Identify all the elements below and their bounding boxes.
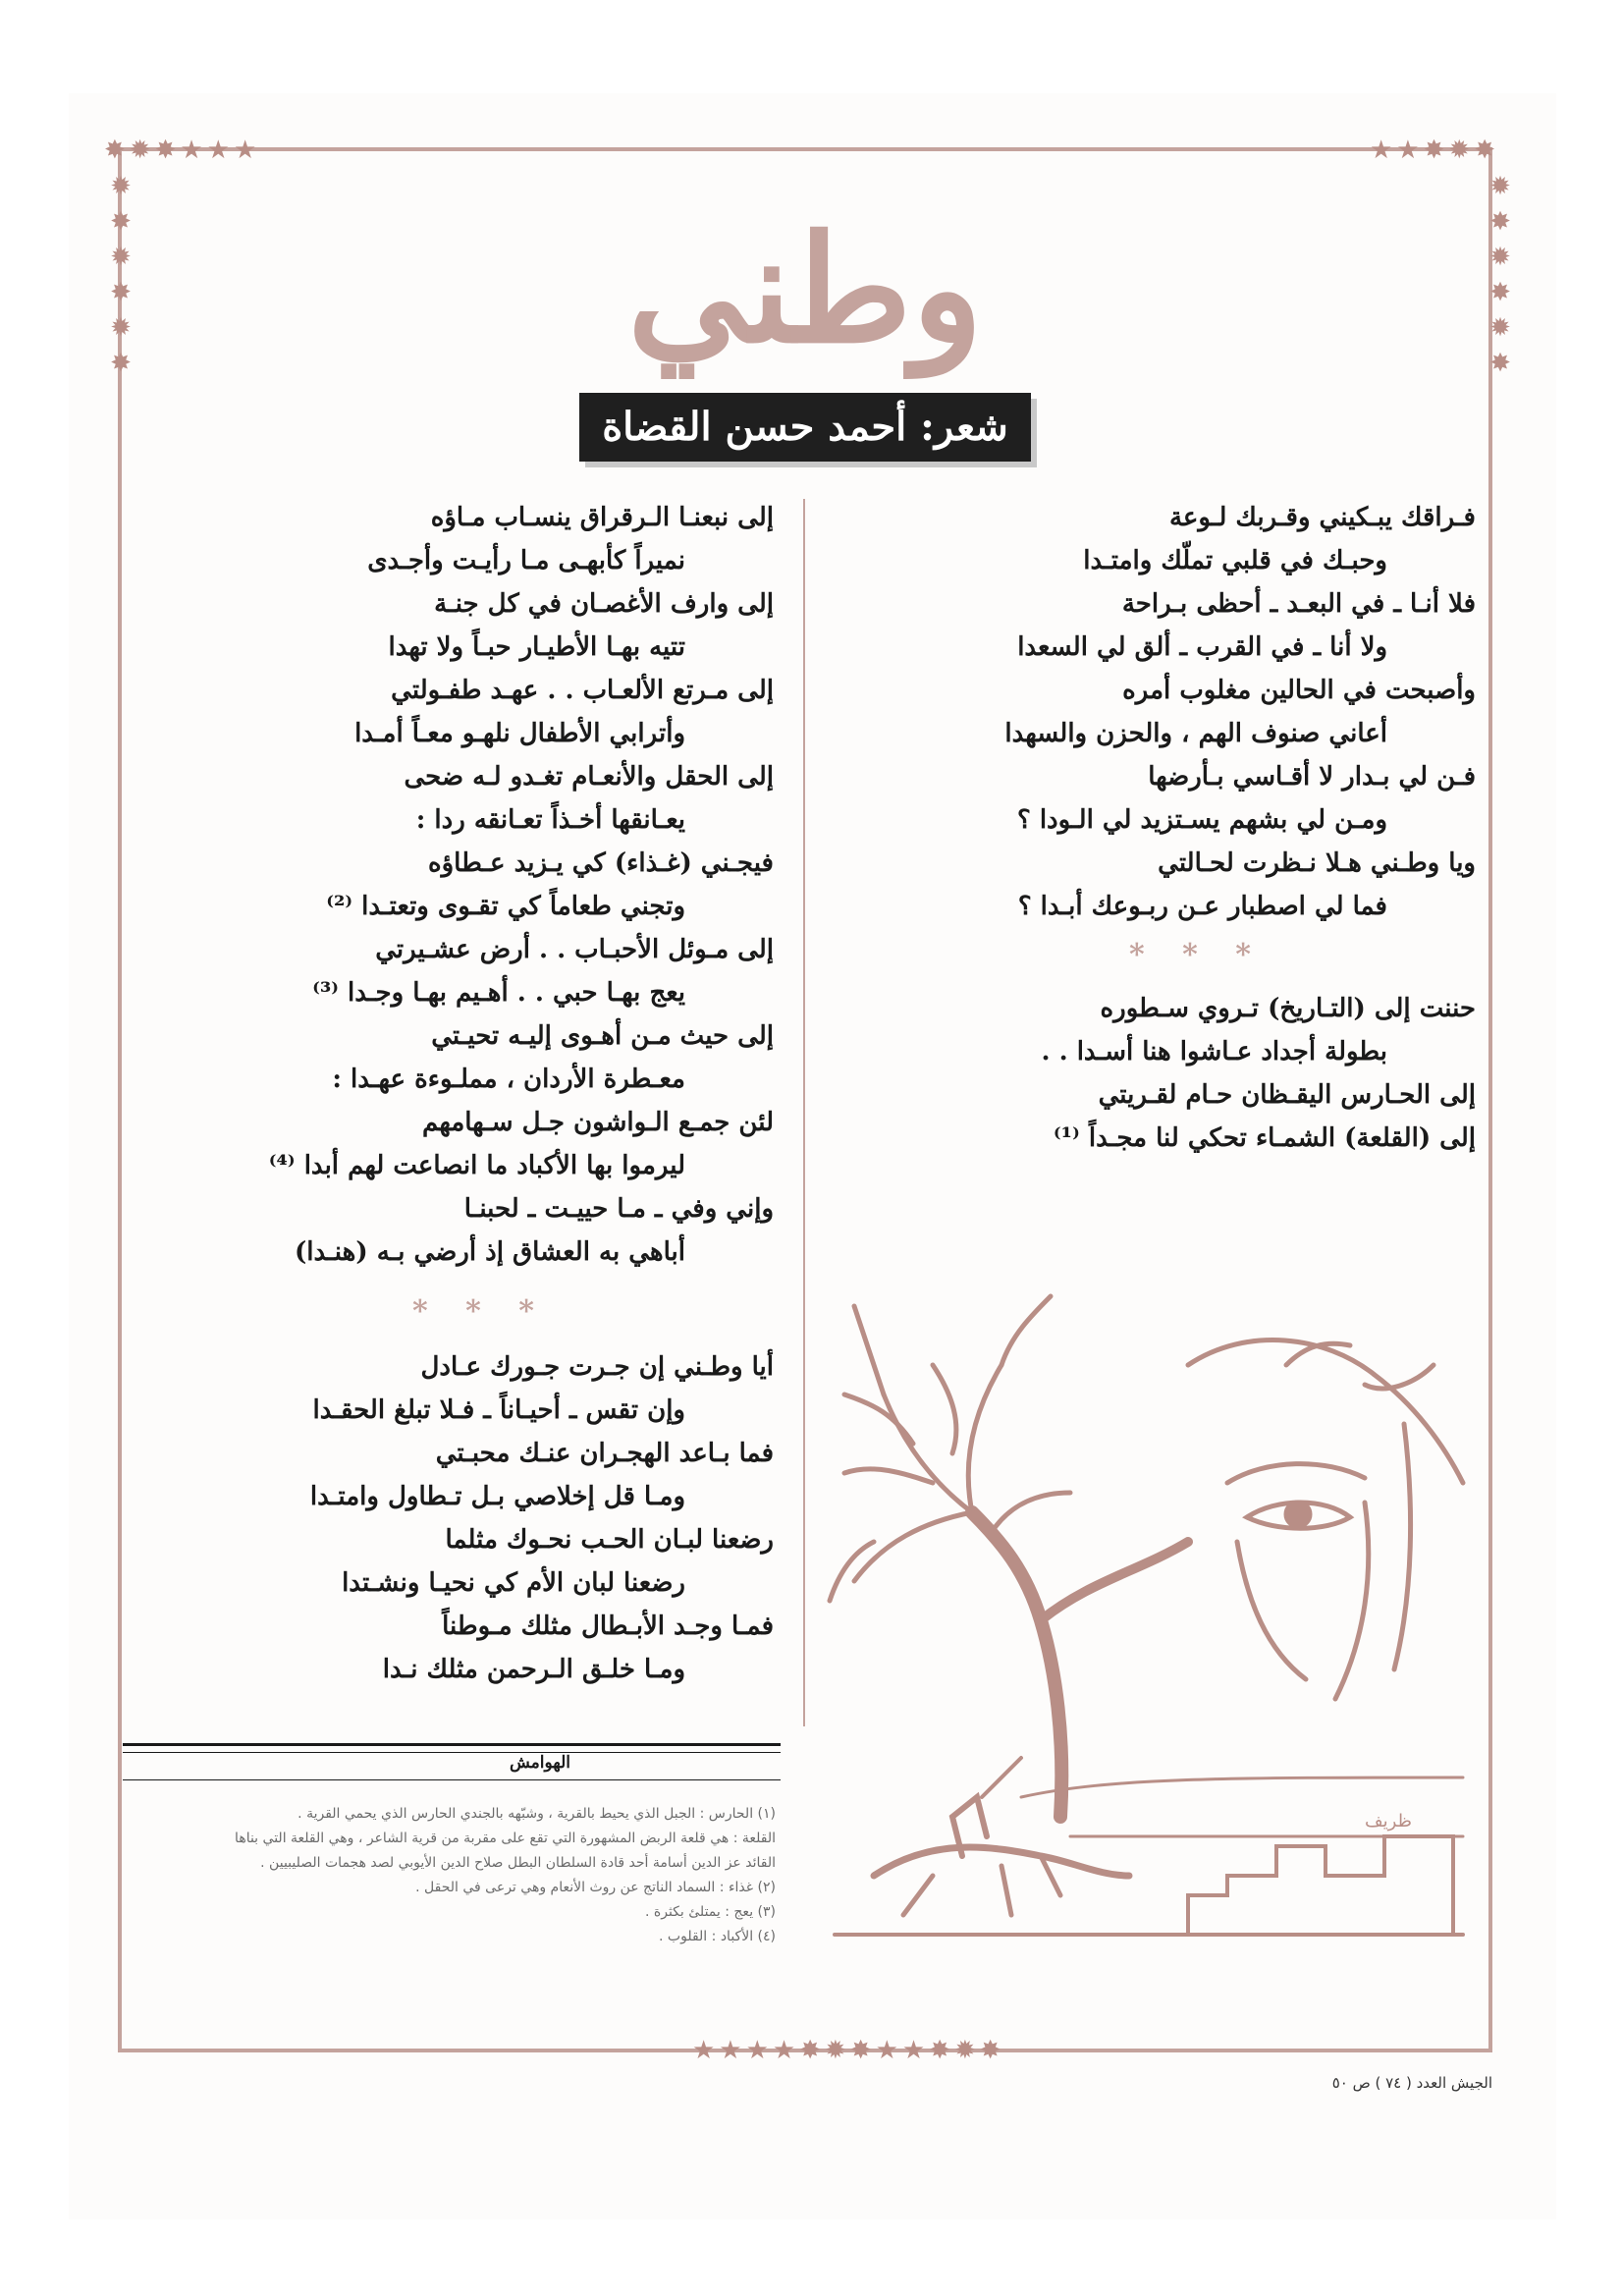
verse-line: وإن تقس ـ أحيـاناً ـ فـلا تبلغ الحقـدا xyxy=(312,1395,685,1425)
verse-line: إلى نبعنـا الـرقراق ينسـاب مـاؤه xyxy=(430,503,774,532)
footnote: (٤) الأكباد : القلوب . xyxy=(659,1929,776,1944)
verse-line: يعج بهـا حبي . . أهـيم بهـا وجـدا ⁽³⁾ xyxy=(312,978,685,1008)
footnotes-heading: الهوامش xyxy=(471,1753,609,1773)
verse-line: وتجني طعاماً كي تقـوى وتعتـدا ⁽²⁾ xyxy=(326,892,685,921)
verse-line: إلى الحقل والأنعـام تغـدو لـه ضحى xyxy=(404,762,774,792)
verse-line: فلا أنـا ـ في البعـد ـ أحظى بـراحة xyxy=(1121,589,1476,619)
verse-line: يعـانقها أخـذاً تعـانقه ردا : xyxy=(415,805,685,835)
verse-line: رضعنا لبـان الحـب نحـوك مثلما xyxy=(445,1525,774,1555)
poem-title: وطني xyxy=(626,203,984,376)
right-column-stanza-2 xyxy=(1042,987,1477,1160)
verse-line: فيجـني (غـذاء) كي يـزيد عـطاؤه xyxy=(427,848,774,878)
verse-line: أباهي به العشاق إذ أرضي بـه (هنـدا) xyxy=(295,1237,685,1267)
verse-line: إلى الحـارس اليقـظان حـام لقـريتي xyxy=(1098,1080,1476,1110)
verse-line: أيا وطـني إن جـرت جـورك عـادل xyxy=(420,1352,774,1382)
verse-line: معـطرة الأردان ، مملـوءة عهـدا : xyxy=(332,1065,685,1094)
verse-line: ومـا قل إخلاصي بـل تـطاول وامتـدا xyxy=(309,1482,685,1511)
verse-line: إلى حيث مـن أهـوى إليـه تحيـتي xyxy=(431,1021,774,1051)
verse-line: ولا أنا ـ في القرب ـ ألق لي السعدا xyxy=(1017,632,1387,662)
verse-line: وإني وفي ـ مـا حييـت ـ لحبنـا xyxy=(463,1194,774,1224)
verse-line: فـن لي بـدار لا أقـاسي بـأرضها xyxy=(1148,762,1476,792)
verse-line: وأصبحت في الحالين مغلوب أمره xyxy=(1122,676,1476,705)
illustration-tree-face xyxy=(815,1247,1492,1974)
footnotes-rule-lower xyxy=(123,1779,781,1780)
poet-byline: شعر: أحمد حسن القضاة xyxy=(579,393,1031,462)
verse-line: إلى وارف الأغصـان في كل جنـة xyxy=(434,589,774,619)
corner-ornament-top-right: ★★✸✹✸ xyxy=(1370,136,1499,165)
verse-line: فمـا وجـد الأبـطال مثلك مـوطناً xyxy=(442,1612,774,1641)
stanza-separator: * * * xyxy=(412,1294,548,1329)
bottom-ornament: ★★★★✸✹✸★★✸✹✸ xyxy=(692,2036,1005,2065)
verse-line: فما لي اصطبار عـن ربـوعك أبـدا ؟ xyxy=(1017,892,1387,921)
verse-line: وأترابي الأطفال نلهـو معـاً أمـدا xyxy=(354,719,685,748)
column-divider xyxy=(803,499,805,1726)
footnotes-rule xyxy=(123,1743,781,1753)
verse-line: إلى مـوئل الأحبـاب . . أرض عشـيرتي xyxy=(375,935,774,964)
verse-line: ليرموا بها الأكباد ما انصاعت لهم أبدا ⁽⁴⁾ xyxy=(268,1151,685,1180)
verse-line: رضعنا لبان الأم كي نحيـا ونشـتدا xyxy=(342,1568,685,1598)
verse-line: ويا وطـني هـلا نـظرت لحـالتي xyxy=(1158,848,1476,878)
verse-line: تتيه بهـا الأطيـار حبـاً ولا تهدا xyxy=(388,632,685,662)
verse-line: فما بـاعد الهجـران عنـك محبـتي xyxy=(435,1439,774,1468)
footnote: (٣) يعج : يمتلئ بكثرة . xyxy=(645,1904,776,1920)
verse-line: ومـا خلـق الـرحمن مثلك نـدا xyxy=(382,1655,685,1684)
left-column-stanza-1 xyxy=(269,496,774,1274)
footnote: (٢) غذاء : السماد الناتج عن روث الأنعام وهي ترعى في الحقل . xyxy=(415,1880,776,1895)
verse-line: فـراقك يبـكيني وقـربك لـوعة xyxy=(1168,503,1476,532)
verse-line: أعاني صنوف الهم ، والحزن والسهدا xyxy=(1004,719,1387,748)
verse-line: وحبـك في قلبي تملّك وامتـدا xyxy=(1083,546,1387,575)
left-column-stanza-2 xyxy=(310,1345,774,1691)
footnote: القائد عز الدين أسامة أحد قادة السلطان البطل صلاح الدين الأيوبي لصد هجمات الصليبيين . xyxy=(260,1855,776,1871)
verse-line: لئن جمـع الـواشون جـل سـهامهم xyxy=(422,1108,774,1137)
footnote: القلعة : هي قلعة الربض المشهورة التي تقع على مقربة من قرية الشاعر ، وهي القلعة التي بناها xyxy=(235,1831,776,1846)
page-footer: الجيش العدد ( ٧٤ ) ص ٥٠ xyxy=(1331,2074,1492,2092)
verse-line: إلى مـرتع الألعـاب . . عهـد طفـولتي xyxy=(391,676,774,705)
verse-line: ومـن لي بشهم يسـتزيد لي الـودا ؟ xyxy=(1016,805,1387,835)
verse-line: نميراً كأبهـى مـا رأيـت وأجـدى xyxy=(367,546,685,575)
artist-signature: ظريف xyxy=(1365,1811,1412,1831)
corner-ornament-top-left: ✸✹✸★★★ xyxy=(104,136,261,165)
verse-line: بطولة أجداد عـاشوا هنا أسـدا . . xyxy=(1041,1037,1387,1066)
verse-line: إلى (القلعة) الشمـاء تحكي لنا مجـداً ⁽¹⁾ xyxy=(1053,1123,1476,1153)
stanza-separator: * * * xyxy=(1129,938,1265,972)
footnote: (١) الحارس : الجبل الذي يحيط بالقرية ، وشبّهه بالجندي الحارس الذي يحمي القرية . xyxy=(298,1806,776,1822)
side-ornament-left: ✹✸✹✸✹✸ xyxy=(106,172,135,384)
footnotes-list xyxy=(128,1802,776,1949)
right-column-stanza-1 xyxy=(1004,496,1476,928)
verse-line: حننت إلى (التـاريخ) تـروي سـطوره xyxy=(1100,994,1476,1023)
side-ornament-right: ✹✸✹✸✹✸ xyxy=(1486,172,1515,384)
